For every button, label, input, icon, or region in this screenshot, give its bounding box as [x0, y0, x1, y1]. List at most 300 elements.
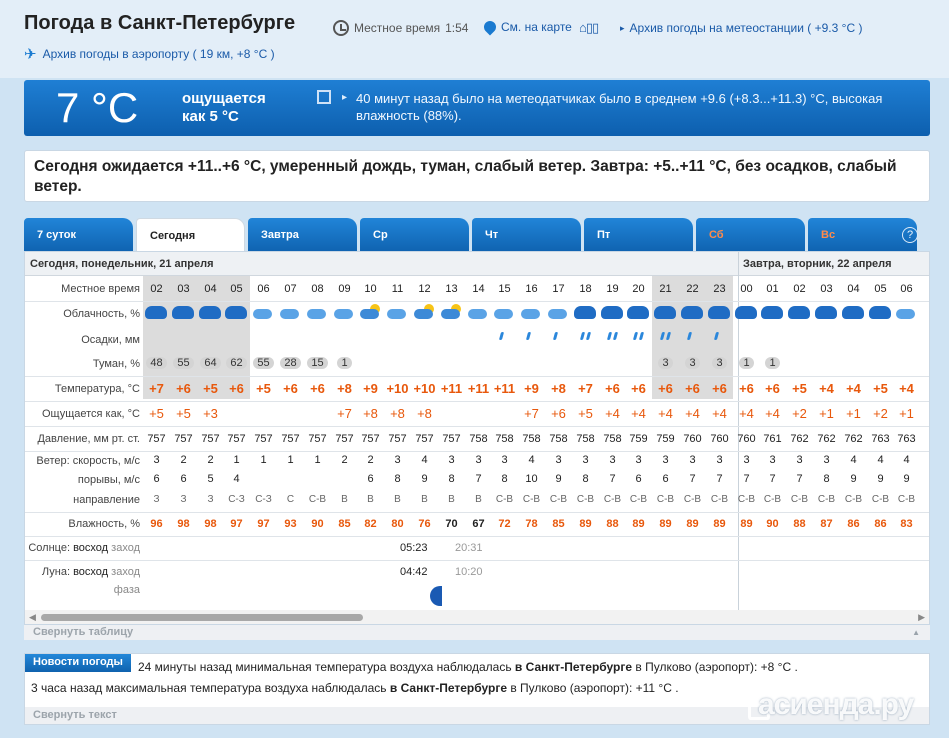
gusts-cell: 7: [609, 473, 616, 485]
row-label-wind-speed: Ветер: скорость, м/с: [36, 455, 140, 467]
tab-3[interactable]: Ср: [360, 218, 469, 252]
wind-speed-cell: 4: [528, 454, 535, 466]
humidity-cell: 96: [150, 518, 163, 530]
date-row: [25, 252, 930, 276]
direction-cell: С-В: [897, 494, 916, 505]
hour-cell: 16: [525, 283, 538, 295]
today-date: Сегодня, понедельник, 21 апреля: [30, 258, 214, 270]
direction-cell: С-В: [817, 494, 836, 505]
pressure-cell: 758: [522, 433, 541, 445]
pressure-cell: 758: [603, 433, 622, 445]
pressure-cell: 763: [897, 433, 916, 445]
gusts-cell: 8: [394, 473, 401, 485]
fog-value: 15: [307, 357, 327, 369]
humidity-cell: 70: [445, 518, 458, 530]
temperature-cell: +6: [229, 381, 244, 396]
rain-drop-icon: [639, 332, 644, 340]
humidity-cell: 98: [204, 518, 217, 530]
sun-prefix: Солнце:: [28, 542, 71, 554]
humidity-cell: 90: [766, 518, 779, 530]
fog-cell: [197, 357, 224, 369]
rain-drop-icon: [633, 332, 638, 340]
moonset-time: 10:20: [455, 566, 483, 578]
hour-cell: 10: [364, 283, 377, 295]
pressure-cell: 757: [415, 433, 434, 445]
cloud-icon: [786, 304, 813, 322]
gusts-cell: 7: [743, 473, 750, 485]
cloud-icon: [572, 304, 599, 322]
temperature-cell: +5: [873, 381, 888, 396]
news-line-2: [31, 681, 679, 695]
news-line-1-text: 24 минуты назад минимальная температура воздуха наблюдалась: [138, 660, 512, 674]
moon-phase-icon: [430, 586, 442, 606]
wind-speed-cell: 1: [233, 454, 240, 466]
collapse-table-bar[interactable]: [24, 625, 930, 640]
fog-cell: [331, 357, 358, 369]
cloud-icon: [867, 304, 894, 322]
row-label-clouds: Облачность, %: [63, 308, 140, 320]
tomorrow-date: Завтра, вторник, 22 апреля: [743, 258, 892, 270]
feels-like-cell: +7: [524, 406, 539, 421]
cloud-icon: [652, 304, 679, 322]
direction-cell: С-З: [228, 494, 245, 505]
direction-cell: В: [475, 494, 482, 505]
pressure-cell: 760: [683, 433, 702, 445]
humidity-cell: 90: [311, 518, 324, 530]
humidity-cell: 88: [606, 518, 619, 530]
cloud-icon: [733, 304, 760, 322]
row-label-sun: [25, 542, 140, 554]
wind-speed-cell: 4: [421, 454, 428, 466]
humidity-cell: 76: [418, 518, 431, 530]
temperature-cell: +10: [413, 381, 436, 396]
hour-cell: 06: [257, 283, 270, 295]
table-scrollbar[interactable]: [25, 610, 929, 624]
hour-cell: 09: [338, 283, 351, 295]
hour-cell: 21: [659, 283, 672, 295]
row-divider: [25, 451, 930, 452]
hour-cell: 23: [713, 283, 726, 295]
wind-speed-cell: 3: [448, 454, 455, 466]
wind-speed-cell: 3: [689, 454, 696, 466]
hour-cell: 13: [445, 283, 458, 295]
row-divider: [25, 536, 930, 537]
pressure-cell: 757: [281, 433, 300, 445]
pressure-cell: 763: [871, 433, 890, 445]
fog-cell: [277, 357, 304, 369]
gusts-cell: 8: [448, 473, 455, 485]
row-divider: [25, 401, 930, 402]
row-label-humidity: Влажность, %: [68, 518, 140, 530]
pressure-cell: 759: [629, 433, 648, 445]
direction-cell: В: [367, 494, 374, 505]
direction-cell: С-В: [656, 494, 675, 505]
cloud-icon: [625, 304, 652, 322]
feels-like-cell: +3: [203, 406, 218, 421]
direction-cell: З: [153, 494, 160, 505]
tab-4[interactable]: Чт: [472, 218, 581, 252]
fog-cell: [652, 357, 679, 369]
gusts-cell: 7: [716, 473, 723, 485]
hour-cell: 04: [847, 283, 860, 295]
sensors-summary: 40 минут назад было на метеодатчиках было в среднем +9.6 (+8.3...+11.3) °C, высокая влажность (88%).: [356, 91, 883, 123]
direction-cell: С-В: [629, 494, 648, 505]
hourly-weather-table: [24, 251, 930, 625]
temperature-cell: +6: [631, 381, 646, 396]
direction-cell: С-В: [844, 494, 863, 505]
humidity-cell: 98: [177, 518, 190, 530]
fog-value: 3: [658, 357, 672, 369]
scroll-right-icon[interactable]: ▶: [918, 612, 925, 622]
wind-speed-cell: 1: [260, 454, 267, 466]
pressure-cell: 759: [656, 433, 675, 445]
local-time: [333, 20, 468, 36]
pressure-cell: 757: [201, 433, 220, 445]
cloud-icon: [304, 304, 331, 322]
row-divider: [25, 376, 930, 377]
temperature-cell: +11: [493, 381, 516, 396]
fog-value: 55: [173, 357, 193, 369]
pressure-cell: 758: [549, 433, 568, 445]
forecast-summary: Сегодня ожидается +11..+6 °C, умеренный дождь, туман, слабый ветер. Завтра: +5..+11 °C, без осадков, слабый ветер.: [24, 150, 930, 202]
feels-like-cell: +6: [551, 406, 566, 421]
bullet-icon: ▸: [342, 92, 348, 103]
humidity-cell: 86: [874, 518, 887, 530]
collapse-up-icon[interactable]: ▲: [912, 628, 920, 637]
hour-cell: 02: [793, 283, 806, 295]
fog-value: 64: [200, 357, 220, 369]
feels-like: ощущается как 5 °C: [182, 90, 266, 125]
fog-cell: [304, 357, 331, 369]
cloud-icon: [411, 304, 438, 322]
direction-cell: С-В: [308, 494, 327, 505]
feels-like-cell: +2: [873, 406, 888, 421]
wind-speed-cell: 3: [635, 454, 642, 466]
wind-speed-cell: 3: [769, 454, 776, 466]
humidity-cell: 80: [391, 518, 404, 530]
gusts-cell: 7: [689, 473, 696, 485]
hour-cell: 22: [686, 283, 699, 295]
tab-6[interactable]: Сб: [696, 218, 805, 252]
news-line-1-city: в Санкт-Петербурге: [514, 660, 633, 674]
direction-cell: С-В: [737, 494, 756, 505]
fog-cell: [223, 357, 250, 369]
sunrise-time: 05:23: [400, 542, 428, 554]
wind-speed-cell: 3: [153, 454, 160, 466]
direction-cell: С-В: [576, 494, 595, 505]
scroll-left-icon[interactable]: ◀: [29, 612, 36, 622]
map-link-text[interactable]: См. на карте: [501, 20, 572, 34]
feels-like-cell: +4: [658, 406, 673, 421]
local-time-value: 1:54: [445, 21, 469, 35]
pressure-cell: 758: [495, 433, 514, 445]
feels-like-cell: +1: [899, 406, 914, 421]
humidity-cell: 83: [900, 518, 913, 530]
gusts-cell: 8: [823, 473, 830, 485]
direction-cell: В: [448, 494, 455, 505]
row-label-temp: Температура, °C: [54, 383, 140, 395]
wind-speed-cell: 2: [341, 454, 348, 466]
wind-speed-cell: 3: [475, 454, 482, 466]
sunset-time: 20:31: [455, 542, 483, 554]
bullet-icon: ▸: [620, 22, 625, 33]
moonset-word: заход: [111, 566, 140, 578]
feels-like-cell: +8: [390, 406, 405, 421]
pressure-cell: 762: [844, 433, 863, 445]
direction-cell: С-В: [603, 494, 622, 505]
news-tag: Новости погоды: [25, 654, 131, 672]
fog-cell: [170, 357, 197, 369]
hour-cell: 11: [391, 283, 404, 295]
hour-cell: 03: [820, 283, 833, 295]
feels-like-cell: +8: [363, 406, 378, 421]
building-icon: [317, 90, 331, 104]
day-tabs: [24, 218, 930, 252]
row-label-feels: Ощущается как, °C: [41, 408, 140, 420]
gusts-cell: 8: [501, 473, 508, 485]
cloud-icon: [223, 304, 250, 322]
fog-value: 3: [685, 357, 699, 369]
gusts-cell: 5: [207, 473, 214, 485]
fog-value: 48: [146, 357, 166, 369]
hour-cell: 19: [606, 283, 619, 295]
gusts-cell: 6: [153, 473, 160, 485]
humidity-cell: 89: [632, 518, 645, 530]
cloud-icon: [491, 304, 518, 322]
wind-speed-cell: 4: [850, 454, 857, 466]
direction-cell: С-В: [549, 494, 568, 505]
humidity-cell: 67: [472, 518, 485, 530]
station-archive-text[interactable]: Архив погоды на метеостанции ( +9.3 °C ): [629, 21, 863, 35]
hour-cell: 07: [284, 283, 297, 295]
tab-7[interactable]: Вс: [808, 218, 917, 252]
temperature-cell: +6: [605, 381, 620, 396]
cloud-icon: [679, 304, 706, 322]
feels-like-cell: +4: [605, 406, 620, 421]
fog-value: 62: [226, 357, 246, 369]
cloud-icon: [170, 304, 197, 322]
cloud-icon: [518, 304, 545, 322]
pressure-cell: 762: [790, 433, 809, 445]
pressure-cell: 757: [174, 433, 193, 445]
direction-cell: В: [341, 494, 348, 505]
station-archive-link[interactable]: [579, 20, 862, 36]
scrollbar-thumb[interactable]: [41, 614, 363, 621]
wind-speed-cell: 2: [180, 454, 187, 466]
temperature-cell: +4: [846, 381, 861, 396]
news-line-1-value: в Пулково (аэропорт): +8 °C .: [635, 660, 798, 674]
wind-speed-cell: 1: [287, 454, 294, 466]
help-icon[interactable]: ?: [902, 227, 918, 243]
feels-like-cell: +4: [765, 406, 780, 421]
row-label-precip: Осадки, мм: [81, 334, 140, 346]
hour-cell: 02: [150, 283, 163, 295]
temperature-cell: +11: [440, 381, 463, 396]
clock-icon: [333, 20, 349, 36]
wind-speed-cell: 3: [394, 454, 401, 466]
direction-cell: С-З: [255, 494, 272, 505]
hour-cell: 05: [230, 283, 243, 295]
direction-cell: С-В: [763, 494, 782, 505]
pressure-cell: 757: [227, 433, 246, 445]
tab-1[interactable]: Сегодня: [136, 218, 245, 252]
wind-speed-cell: 4: [903, 454, 910, 466]
wind-speed-cell: 3: [582, 454, 589, 466]
tab-0[interactable]: 7 суток: [24, 218, 133, 252]
gusts-cell: 9: [903, 473, 910, 485]
fog-value: 1: [765, 357, 779, 369]
fog-value: 28: [280, 357, 300, 369]
feels-like-cell: +5: [149, 406, 164, 421]
humidity-cell: 86: [847, 518, 860, 530]
tab-2[interactable]: Завтра: [248, 218, 357, 252]
cloud-icon: [840, 304, 867, 322]
wind-speed-cell: 1: [314, 454, 321, 466]
airport-archive-link[interactable]: [24, 45, 275, 63]
row-label-phase: фаза: [113, 584, 140, 596]
gusts-cell: 9: [421, 473, 428, 485]
row-divider: [25, 560, 930, 561]
sunset-word: заход: [111, 542, 140, 554]
cloud-icon: [438, 304, 465, 322]
fog-cell: [679, 357, 706, 369]
humidity-cell: 97: [257, 518, 270, 530]
temperature-cell: +6: [712, 381, 727, 396]
pressure-cell: 758: [576, 433, 595, 445]
weather-station-icon: ⌂▯▯: [579, 20, 599, 35]
hour-cell: 14: [472, 283, 485, 295]
humidity-cell: 89: [659, 518, 672, 530]
moonrise-time: 04:42: [400, 566, 428, 578]
temperature-cell: +6: [283, 381, 298, 396]
gusts-cell: 9: [850, 473, 857, 485]
rain-drop-icon: [499, 332, 504, 340]
hour-cell: 20: [632, 283, 645, 295]
humidity-cell: 85: [552, 518, 565, 530]
humidity-cell: 93: [284, 518, 297, 530]
gusts-cell: 8: [582, 473, 589, 485]
humidity-cell: 89: [740, 518, 753, 530]
map-link[interactable]: [484, 20, 572, 34]
wind-speed-cell: 2: [367, 454, 374, 466]
row-label-fog: Туман, %: [92, 358, 140, 370]
wind-speed-cell: 3: [743, 454, 750, 466]
temperature-cell: +6: [739, 381, 754, 396]
temperature-cell: +5: [256, 381, 271, 396]
direction-cell: С-В: [871, 494, 890, 505]
pressure-cell: 757: [308, 433, 327, 445]
direction-cell: С-В: [495, 494, 514, 505]
feels-like-cell: +4: [631, 406, 646, 421]
airplane-icon: ✈: [24, 46, 37, 63]
feels-like-cell: +4: [712, 406, 727, 421]
rain-drop-icon: [607, 332, 612, 340]
airport-archive-text[interactable]: Архив погоды в аэропорту ( 19 км, +8 °C ): [42, 47, 275, 61]
pressure-cell: 757: [335, 433, 354, 445]
feels-like-cell: +4: [739, 406, 754, 421]
gusts-cell: 7: [769, 473, 776, 485]
cloud-icon: [197, 304, 224, 322]
tab-5[interactable]: Пт: [584, 218, 693, 252]
gusts-cell: 6: [367, 473, 374, 485]
pressure-cell: 757: [442, 433, 461, 445]
pressure-cell: 762: [817, 433, 836, 445]
collapse-table-label[interactable]: Свернуть таблицу: [33, 626, 134, 638]
direction-cell: С-В: [710, 494, 729, 505]
news-line-2-text: 3 часа назад максимальная температура воздуха наблюдалась: [31, 681, 387, 695]
local-time-label: Местное время: [354, 21, 441, 35]
humidity-cell: 85: [338, 518, 351, 530]
hour-cell: 17: [552, 283, 565, 295]
gusts-cell: 7: [475, 473, 482, 485]
news-line-2-city: в Санкт-Петербурге: [389, 681, 507, 695]
fog-value: 3: [712, 357, 726, 369]
pressure-cell: 757: [361, 433, 380, 445]
page-header: [0, 0, 949, 78]
wind-speed-cell: 3: [501, 454, 508, 466]
temperature-cell: +7: [578, 381, 593, 396]
feels-like-cell: +1: [846, 406, 861, 421]
page-title: Погода в Санкт-Петербурге: [24, 12, 296, 34]
row-label-gusts: порывы, м/с: [77, 474, 140, 486]
cloud-icon: [759, 304, 786, 322]
wind-speed-cell: 4: [877, 454, 884, 466]
direction-cell: З: [180, 494, 187, 505]
feels-like-cell: +7: [337, 406, 352, 421]
hour-cell: 00: [740, 283, 753, 295]
temperature-cell: +6: [685, 381, 700, 396]
humidity-cell: 78: [525, 518, 538, 530]
rain-drop-icon: [586, 332, 591, 340]
wind-speed-cell: 3: [609, 454, 616, 466]
current-weather-panel: [24, 80, 930, 136]
temperature-cell: +4: [819, 381, 834, 396]
cloud-icon: [813, 304, 840, 322]
wind-speed-cell: 3: [555, 454, 562, 466]
pressure-cell: 758: [469, 433, 488, 445]
hour-cell: 04: [204, 283, 217, 295]
hour-cell: 12: [418, 283, 431, 295]
cloud-icon: [599, 304, 626, 322]
moonrise-word: восход: [73, 566, 109, 578]
wind-speed-cell: 3: [662, 454, 669, 466]
cloud-icon: [277, 304, 304, 322]
temperature-cell: +9: [524, 381, 539, 396]
cloud-icon: [706, 304, 733, 322]
temperature-cell: +4: [899, 381, 914, 396]
humidity-cell: 82: [364, 518, 377, 530]
feels-like-cell: +5: [176, 406, 191, 421]
feels-like-cell: +8: [417, 406, 432, 421]
direction-cell: С: [286, 494, 295, 505]
gusts-cell: 6: [635, 473, 642, 485]
collapse-news-label[interactable]: Свернуть текст: [33, 709, 117, 721]
hour-cell: 05: [874, 283, 887, 295]
humidity-cell: 89: [579, 518, 592, 530]
temperature-cell: +5: [792, 381, 807, 396]
row-label-time: Местное время: [61, 283, 140, 295]
direction-cell: В: [421, 494, 428, 505]
row-label-moon: [25, 566, 140, 578]
temperature-cell: +8: [551, 381, 566, 396]
news-line-2-value: в Пулково (аэропорт): +11 °C .: [510, 681, 679, 695]
cloud-icon: [250, 304, 277, 322]
fog-cell: [250, 357, 277, 369]
cloud-icon: [384, 304, 411, 322]
temperature-cell: +10: [386, 381, 409, 396]
humidity-cell: 88: [793, 518, 806, 530]
cloud-icon: [331, 304, 358, 322]
